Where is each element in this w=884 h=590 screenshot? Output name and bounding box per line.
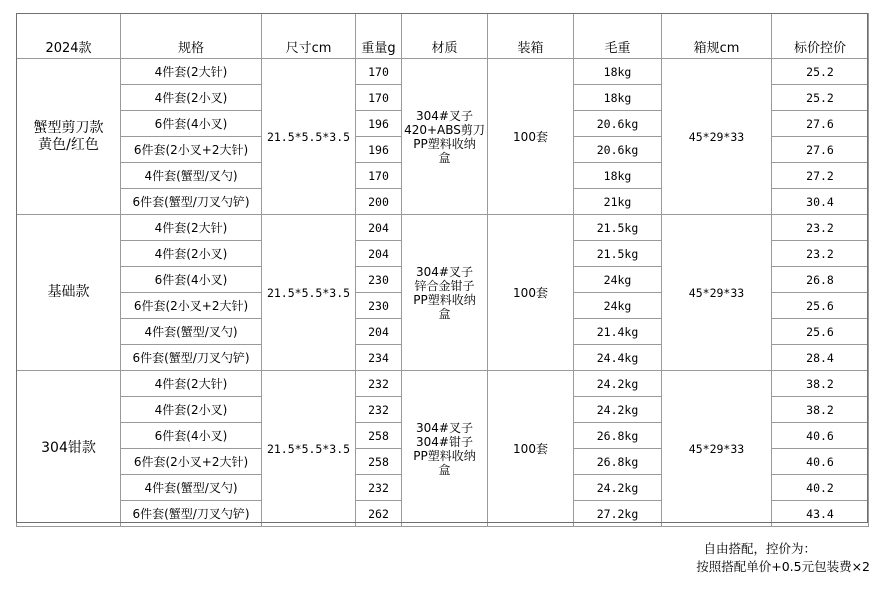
material-line: PP塑料收纳 — [413, 136, 476, 151]
box-size-cell: 45*29*33 — [662, 215, 772, 371]
table-row — [17, 215, 869, 241]
spec-cell: 6件套(蟹型/刀叉勺铲) — [121, 189, 262, 215]
group-name-line: 304钳款 — [41, 440, 96, 456]
weight-cell: 204 — [356, 241, 402, 267]
material-line: 420+ABS剪刀 — [404, 122, 485, 137]
gross-weight-cell: 20.6kg — [574, 137, 662, 163]
price-cell: 25.6 — [772, 293, 869, 319]
header-packing: 装箱 — [488, 14, 574, 59]
weight-cell: 232 — [356, 397, 402, 423]
weight-cell: 230 — [356, 293, 402, 319]
gross-weight-cell: 24.2kg — [574, 397, 662, 423]
group-name — [17, 59, 121, 215]
spec-cell: 6件套(2小叉+2大针) — [121, 137, 262, 163]
header-gross-weight: 毛重 — [574, 14, 662, 59]
weight-cell: 196 — [356, 111, 402, 137]
gross-weight-cell: 24kg — [574, 267, 662, 293]
packing-cell: 100套 — [488, 371, 574, 527]
material-line: PP塑料收纳 — [413, 448, 476, 463]
price-cell: 40.6 — [772, 449, 869, 475]
size-cell: 21.5*5.5*3.5 — [262, 59, 356, 215]
weight-cell: 232 — [356, 371, 402, 397]
weight-cell: 230 — [356, 267, 402, 293]
gross-weight-cell: 24.2kg — [574, 371, 662, 397]
header-weight: 重量g — [356, 14, 402, 59]
price-table — [16, 13, 869, 527]
box-size-cell: 45*29*33 — [662, 371, 772, 527]
price-cell: 43.4 — [772, 501, 869, 527]
header-model: 2024款 — [17, 14, 121, 59]
gross-weight-cell: 26.8kg — [574, 423, 662, 449]
spec-cell: 6件套(4小叉) — [121, 423, 262, 449]
gross-weight-cell: 21.5kg — [574, 241, 662, 267]
material-line: 304#叉子 — [416, 420, 473, 435]
group-name — [17, 371, 121, 527]
price-cell: 40.2 — [772, 475, 869, 501]
spec-cell: 4件套(蟹型/叉勺) — [121, 163, 262, 189]
price-cell: 30.4 — [772, 189, 869, 215]
price-cell: 27.6 — [772, 137, 869, 163]
size-cell: 21.5*5.5*3.5 — [262, 371, 356, 527]
weight-cell: 262 — [356, 501, 402, 527]
price-cell: 25.2 — [772, 59, 869, 85]
spec-cell: 6件套(2小叉+2大针) — [121, 449, 262, 475]
packing-cell: 100套 — [488, 59, 574, 215]
price-cell: 38.2 — [772, 397, 869, 423]
material-line: 304#叉子 — [416, 108, 473, 123]
packing-cell: 100套 — [488, 215, 574, 371]
table-row — [17, 59, 869, 85]
material-line: 304#钳子 — [416, 434, 473, 449]
weight-cell: 258 — [356, 449, 402, 475]
weight-cell: 200 — [356, 189, 402, 215]
header-box-size: 箱规cm — [662, 14, 772, 59]
material-line: 盒 — [438, 306, 451, 321]
spec-cell: 4件套(蟹型/叉勺) — [121, 475, 262, 501]
spec-cell: 6件套(蟹型/刀叉勺铲) — [121, 501, 262, 527]
header-material: 材质 — [402, 14, 488, 59]
price-cell: 23.2 — [772, 215, 869, 241]
material-cell — [402, 371, 488, 527]
spec-cell: 4件套(2大针) — [121, 215, 262, 241]
header-size: 尺寸cm — [262, 14, 356, 59]
spec-cell: 6件套(蟹型/刀叉勺铲) — [121, 345, 262, 371]
gross-weight-cell: 21kg — [574, 189, 662, 215]
material-line: 盒 — [438, 462, 451, 477]
gross-weight-cell: 18kg — [574, 59, 662, 85]
gross-weight-cell: 24kg — [574, 293, 662, 319]
pricing-note — [560, 540, 870, 576]
header-price: 标价控价 — [772, 14, 869, 59]
price-cell: 27.2 — [772, 163, 869, 189]
spec-cell: 6件套(4小叉) — [121, 111, 262, 137]
spec-cell: 4件套(2小叉) — [121, 85, 262, 111]
price-cell: 40.6 — [772, 423, 869, 449]
group-name — [17, 215, 121, 371]
price-cell: 23.2 — [772, 241, 869, 267]
header-row — [17, 14, 869, 59]
table-row — [17, 371, 869, 397]
spec-cell: 4件套(2大针) — [121, 371, 262, 397]
pricing-note-line-1: 自由搭配，控价为： — [703, 541, 816, 556]
pricing-note-line-2: 按照搭配单价+0.5元包装费×2 — [696, 559, 870, 574]
group-name-line: 蟹型剪刀款 — [33, 119, 104, 136]
gross-weight-cell: 26.8kg — [574, 449, 662, 475]
weight-cell: 170 — [356, 163, 402, 189]
price-cell: 28.4 — [772, 345, 869, 371]
gross-weight-cell: 21.4kg — [574, 319, 662, 345]
material-line: PP塑料收纳 — [413, 292, 476, 307]
price-cell: 25.6 — [772, 319, 869, 345]
material-line: 盒 — [438, 150, 451, 165]
weight-cell: 258 — [356, 423, 402, 449]
weight-cell: 170 — [356, 59, 402, 85]
spec-cell: 6件套(2小叉+2大针) — [121, 293, 262, 319]
gross-weight-cell: 27.2kg — [574, 501, 662, 527]
weight-cell: 204 — [356, 215, 402, 241]
price-cell: 26.8 — [772, 267, 869, 293]
gross-weight-cell: 24.2kg — [574, 475, 662, 501]
gross-weight-cell: 18kg — [574, 85, 662, 111]
weight-cell: 196 — [356, 137, 402, 163]
material-cell — [402, 59, 488, 215]
spec-cell: 4件套(2小叉) — [121, 241, 262, 267]
box-size-cell: 45*29*33 — [662, 59, 772, 215]
gross-weight-cell: 24.4kg — [574, 345, 662, 371]
weight-cell: 234 — [356, 345, 402, 371]
spec-cell: 4件套(2小叉) — [121, 397, 262, 423]
spec-cell: 4件套(2大针) — [121, 59, 262, 85]
spec-cell: 4件套(蟹型/叉勺) — [121, 319, 262, 345]
group-name-line: 黄色/红色 — [38, 136, 99, 153]
size-cell: 21.5*5.5*3.5 — [262, 215, 356, 371]
material-line: 304#叉子 — [416, 264, 473, 279]
weight-cell: 232 — [356, 475, 402, 501]
gross-weight-cell: 20.6kg — [574, 111, 662, 137]
spec-cell: 6件套(4小叉) — [121, 267, 262, 293]
material-cell — [402, 215, 488, 371]
weight-cell: 170 — [356, 85, 402, 111]
price-sheet — [16, 13, 868, 523]
group-name-line: 基础款 — [47, 284, 90, 300]
material-line: 锌合金钳子 — [414, 278, 475, 293]
header-spec: 规格 — [121, 14, 262, 59]
gross-weight-cell: 21.5kg — [574, 215, 662, 241]
weight-cell: 204 — [356, 319, 402, 345]
price-cell: 25.2 — [772, 85, 869, 111]
price-cell: 38.2 — [772, 371, 869, 397]
price-cell: 27.6 — [772, 111, 869, 137]
gross-weight-cell: 18kg — [574, 163, 662, 189]
